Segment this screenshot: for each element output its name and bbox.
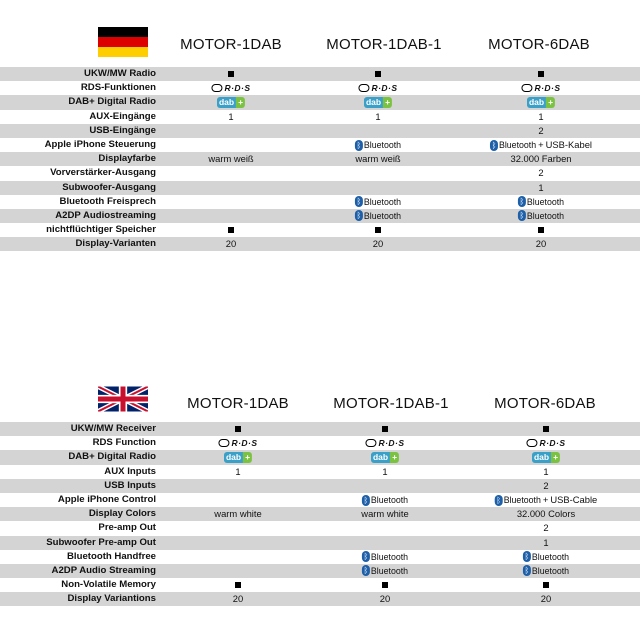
table-cell xyxy=(543,578,549,592)
bluetooth-logo-icon xyxy=(355,195,401,209)
table-row xyxy=(0,195,640,209)
table-cell xyxy=(523,550,569,564)
uk-flag-icon xyxy=(98,384,148,414)
table-cell xyxy=(543,422,549,436)
cell-value: 1 xyxy=(375,110,381,122)
table-cell xyxy=(371,450,399,464)
table-row xyxy=(0,166,640,180)
bluetooth-text: Bluetooth xyxy=(531,551,570,562)
rds-logo-icon xyxy=(526,436,565,450)
table-cell xyxy=(518,195,564,209)
bluetooth-text: Bluetooth xyxy=(526,196,565,207)
table-cell xyxy=(235,422,241,436)
cell-value: 20 xyxy=(540,593,552,605)
bluetooth-text: Bluetooth xyxy=(503,494,541,505)
bluetooth-glyph-icon: ᛒ xyxy=(363,566,369,576)
table-cell xyxy=(543,479,548,493)
table-cell xyxy=(543,536,548,550)
table-row xyxy=(0,81,640,95)
table-cell xyxy=(358,81,397,95)
cell-value: 2 xyxy=(538,167,544,179)
cell-value: 1 xyxy=(543,536,549,548)
table-row xyxy=(0,209,640,223)
feature-square-icon xyxy=(543,582,549,588)
bluetooth-logo-icon xyxy=(523,564,569,578)
table-cell xyxy=(527,95,555,109)
row-label: Subwoofer Pre-amp Out xyxy=(46,536,156,548)
table-cell xyxy=(228,223,234,237)
row-label: Subwoofer-Ausgang xyxy=(62,181,156,193)
table-cell xyxy=(518,209,564,223)
table-cell xyxy=(362,564,408,578)
table-cell xyxy=(375,67,381,81)
row-label: Display Colors xyxy=(88,508,156,520)
table-row xyxy=(0,550,640,564)
row-label: USB Inputs xyxy=(104,479,156,491)
dab-logo-icon xyxy=(532,452,560,463)
bluetooth-glyph-icon: ᛒ xyxy=(363,552,369,562)
dab-text: dab xyxy=(372,451,389,462)
dab-plus: + xyxy=(392,451,398,462)
rds-logo-icon xyxy=(218,436,257,450)
bluetooth-glyph-icon: ᛒ xyxy=(524,552,530,562)
table-row xyxy=(0,465,640,479)
feature-square-icon xyxy=(375,71,381,77)
table-row xyxy=(0,152,640,166)
german-section xyxy=(0,0,640,260)
row-label: Pre-amp Out xyxy=(98,522,156,534)
dab-logo-icon xyxy=(224,452,252,463)
dab-logo-icon xyxy=(371,452,399,463)
feature-square-icon xyxy=(382,426,388,432)
row-label: AUX-Eingänge xyxy=(89,110,156,122)
cell-value: 2 xyxy=(543,479,549,491)
table-cell xyxy=(228,67,234,81)
bluetooth-glyph-icon: ᛒ xyxy=(524,566,530,576)
cell-value: 2 xyxy=(538,124,544,136)
table-row xyxy=(0,181,640,195)
feature-square-icon xyxy=(538,227,544,233)
bluetooth-text: Bluetooth xyxy=(526,210,565,221)
table-cell xyxy=(382,422,388,436)
table-row xyxy=(0,110,640,124)
bluetooth-text: Bluetooth xyxy=(363,210,402,221)
dab-logo-icon xyxy=(217,97,245,108)
german-flag-icon xyxy=(98,27,148,57)
table-row xyxy=(0,138,640,152)
plus-sign: + xyxy=(542,493,549,505)
row-label: RDS Function xyxy=(92,437,156,449)
table-row xyxy=(0,521,640,535)
row-label: AUX Inputs xyxy=(104,465,156,477)
feature-square-icon xyxy=(228,227,234,233)
table-cell xyxy=(521,81,560,95)
table-row xyxy=(0,95,640,109)
cell-value: 1 xyxy=(543,465,549,477)
dab-text: dab xyxy=(533,451,550,462)
cell-value: 1 xyxy=(538,110,544,122)
bluetooth-text: Bluetooth xyxy=(370,551,409,562)
bluetooth-logo-icon xyxy=(362,493,408,507)
bluetooth-text: Bluetooth xyxy=(370,494,409,505)
bluetooth-logo-icon xyxy=(362,550,408,564)
bluetooth-logo-icon xyxy=(523,550,569,564)
dab-logo-icon xyxy=(364,97,392,108)
bluetooth-text: Bluetooth xyxy=(498,139,537,150)
table-cell xyxy=(226,237,236,251)
rds-rings-icon xyxy=(211,84,222,92)
row-label: Display-Varianten xyxy=(75,238,156,250)
table-cell xyxy=(233,592,243,606)
table-cell xyxy=(211,81,250,95)
cell-value: 1 xyxy=(538,181,544,193)
row-label: USB-Eingänge xyxy=(89,124,156,136)
bluetooth-glyph-icon: ᛒ xyxy=(356,197,362,207)
bluetooth-text: Bluetooth xyxy=(370,565,409,576)
bluetooth-text: Bluetooth xyxy=(363,139,402,150)
table-row xyxy=(0,67,640,81)
cell-value: 20 xyxy=(232,593,244,605)
table-cell xyxy=(541,592,551,606)
cell-value: 20 xyxy=(225,238,237,250)
table-row xyxy=(0,479,640,493)
dab-plus: + xyxy=(238,96,244,107)
cell-value: 20 xyxy=(535,238,547,250)
table-cell xyxy=(375,223,381,237)
cell-value: USB-Kabel xyxy=(545,138,593,150)
column-header-motor-1dab: MOTOR-1DAB xyxy=(180,36,282,53)
cell-value: 32.000 Colors xyxy=(516,508,576,520)
table-row xyxy=(0,422,640,436)
table-cell xyxy=(538,124,543,138)
rds-text: R·D·S xyxy=(371,83,398,94)
table-cell xyxy=(538,181,543,195)
cell-value: 32.000 Farben xyxy=(510,153,572,165)
dab-text: dab xyxy=(218,96,235,107)
rds-logo-icon xyxy=(365,436,404,450)
bluetooth-glyph-icon: ᛒ xyxy=(363,495,369,505)
dab-plus: + xyxy=(245,451,251,462)
dab-plus: + xyxy=(553,451,559,462)
table-cell xyxy=(511,152,572,166)
cell-value: 1 xyxy=(235,465,241,477)
table-row xyxy=(0,223,640,237)
table-cell xyxy=(218,436,257,450)
rds-logo-icon xyxy=(521,81,560,95)
cell-value: warm weiß xyxy=(355,153,401,165)
cell-value: 2 xyxy=(543,522,549,534)
rds-rings-icon xyxy=(365,439,376,447)
table-cell xyxy=(543,521,548,535)
row-label: DAB+ Digital Radio xyxy=(68,451,156,463)
table-cell xyxy=(380,592,390,606)
spec-table-en xyxy=(0,422,640,606)
row-label: DAB+ Digital Radio xyxy=(68,96,156,108)
feature-square-icon xyxy=(228,71,234,77)
cell-value: 20 xyxy=(379,593,391,605)
bluetooth-logo-icon xyxy=(495,493,541,507)
bluetooth-glyph-icon: ᛒ xyxy=(496,495,502,505)
table-cell xyxy=(490,138,592,152)
rds-rings-icon xyxy=(521,84,532,92)
bluetooth-glyph-icon: ᛒ xyxy=(519,197,525,207)
table-cell xyxy=(362,493,408,507)
bluetooth-logo-icon xyxy=(355,138,401,152)
feature-square-icon xyxy=(543,426,549,432)
table-cell xyxy=(536,237,546,251)
row-label: Apple iPhone Steuerung xyxy=(44,138,156,150)
feature-square-icon xyxy=(235,426,241,432)
table-row xyxy=(0,436,640,450)
table-row xyxy=(0,592,640,606)
spec-table-de xyxy=(0,67,640,251)
dab-plus: + xyxy=(548,96,554,107)
table-cell xyxy=(217,95,245,109)
table-cell xyxy=(224,450,252,464)
table-row xyxy=(0,237,640,251)
rds-text: R·D·S xyxy=(534,83,561,94)
column-header-motor-1dab-1: MOTOR-1DAB-1 xyxy=(326,36,442,53)
table-cell xyxy=(382,465,387,479)
table-cell xyxy=(355,152,400,166)
feature-square-icon xyxy=(538,71,544,77)
table-cell xyxy=(538,110,543,124)
bluetooth-glyph-icon: ᛒ xyxy=(356,211,362,221)
english-section xyxy=(0,370,640,640)
table-cell xyxy=(355,209,401,223)
dab-text: dab xyxy=(528,96,545,107)
row-label: Non-Volatile Memory xyxy=(61,579,156,591)
rds-text: R·D·S xyxy=(224,83,251,94)
table-cell xyxy=(375,110,380,124)
table-cell xyxy=(382,578,388,592)
table-row xyxy=(0,578,640,592)
column-header-motor-1dab-en: MOTOR-1DAB xyxy=(187,395,289,412)
row-label: Displayfarbe xyxy=(98,153,156,165)
rds-logo-icon xyxy=(358,81,397,95)
table-cell xyxy=(364,95,392,109)
cell-value: USB-Cable xyxy=(550,493,598,505)
table-row xyxy=(0,564,640,578)
rds-text: R·D·S xyxy=(539,438,566,449)
dab-plus: + xyxy=(385,96,391,107)
rds-rings-icon xyxy=(358,84,369,92)
row-label: Display Variantions xyxy=(67,593,156,605)
column-header-motor-1dab-1-en: MOTOR-1DAB-1 xyxy=(333,395,449,412)
bluetooth-logo-icon xyxy=(490,138,536,152)
column-header-motor-6dab-en: MOTOR-6DAB xyxy=(494,395,596,412)
row-label: Vorverstärker-Ausgang xyxy=(50,167,156,179)
table-row xyxy=(0,493,640,507)
dab-text: dab xyxy=(225,451,242,462)
cell-value: 20 xyxy=(372,238,384,250)
table-cell xyxy=(538,223,544,237)
cell-value: warm white xyxy=(361,508,409,520)
table-cell xyxy=(355,138,401,152)
table-cell xyxy=(228,110,233,124)
table-cell xyxy=(495,493,598,507)
row-label: UKW/MW Receiver xyxy=(70,423,156,434)
table-cell xyxy=(361,507,408,521)
table-cell xyxy=(235,578,241,592)
bluetooth-logo-icon xyxy=(362,564,408,578)
dab-text: dab xyxy=(365,96,382,107)
row-label: Apple iPhone Control xyxy=(57,493,156,505)
table-cell xyxy=(373,237,383,251)
table-cell xyxy=(208,152,253,166)
row-label: RDS-Funktionen xyxy=(80,82,156,94)
bluetooth-logo-icon xyxy=(355,209,401,223)
row-label: nichtflüchtiger Speicher xyxy=(46,224,156,236)
table-cell xyxy=(362,550,408,564)
bluetooth-text: Bluetooth xyxy=(531,565,570,576)
row-label: A2DP Audiostreaming xyxy=(55,209,156,221)
bluetooth-glyph-icon: ᛒ xyxy=(356,140,362,150)
row-label: Bluetooth Handfree xyxy=(66,550,156,562)
table-row xyxy=(0,450,640,464)
cell-value: 1 xyxy=(382,465,388,477)
row-label: Bluetooth Freisprech xyxy=(59,195,156,207)
bluetooth-glyph-icon: ᛒ xyxy=(491,140,497,150)
table-cell xyxy=(538,166,543,180)
dab-logo-icon xyxy=(527,97,555,108)
plus-sign: + xyxy=(538,138,544,150)
table-cell xyxy=(235,465,240,479)
table-cell xyxy=(523,564,569,578)
cell-value: warm white xyxy=(214,508,262,520)
row-label: UKW/MW Radio xyxy=(84,68,156,79)
table-row xyxy=(0,124,640,138)
table-cell xyxy=(538,67,544,81)
table-cell xyxy=(214,507,261,521)
table-row xyxy=(0,507,640,521)
rds-logo-icon xyxy=(211,81,250,95)
bluetooth-glyph-icon: ᛒ xyxy=(519,211,525,221)
feature-square-icon xyxy=(382,582,388,588)
table-cell xyxy=(517,507,575,521)
row-label: A2DP Audio Streaming xyxy=(51,564,156,576)
table-cell xyxy=(365,436,404,450)
table-cell xyxy=(526,436,565,450)
feature-square-icon xyxy=(375,227,381,233)
rds-text: R·D·S xyxy=(231,438,258,449)
cell-value: warm weiß xyxy=(208,153,254,165)
feature-square-icon xyxy=(235,582,241,588)
bluetooth-text: Bluetooth xyxy=(363,196,402,207)
table-cell xyxy=(355,195,401,209)
bluetooth-logo-icon xyxy=(518,209,564,223)
table-cell xyxy=(543,465,548,479)
rds-text: R·D·S xyxy=(378,438,405,449)
table-cell xyxy=(532,450,560,464)
bluetooth-logo-icon xyxy=(518,195,564,209)
rds-rings-icon xyxy=(526,439,537,447)
rds-rings-icon xyxy=(218,439,229,447)
cell-value: 1 xyxy=(228,110,234,122)
column-header-motor-6dab: MOTOR-6DAB xyxy=(488,36,590,53)
table-row xyxy=(0,536,640,550)
